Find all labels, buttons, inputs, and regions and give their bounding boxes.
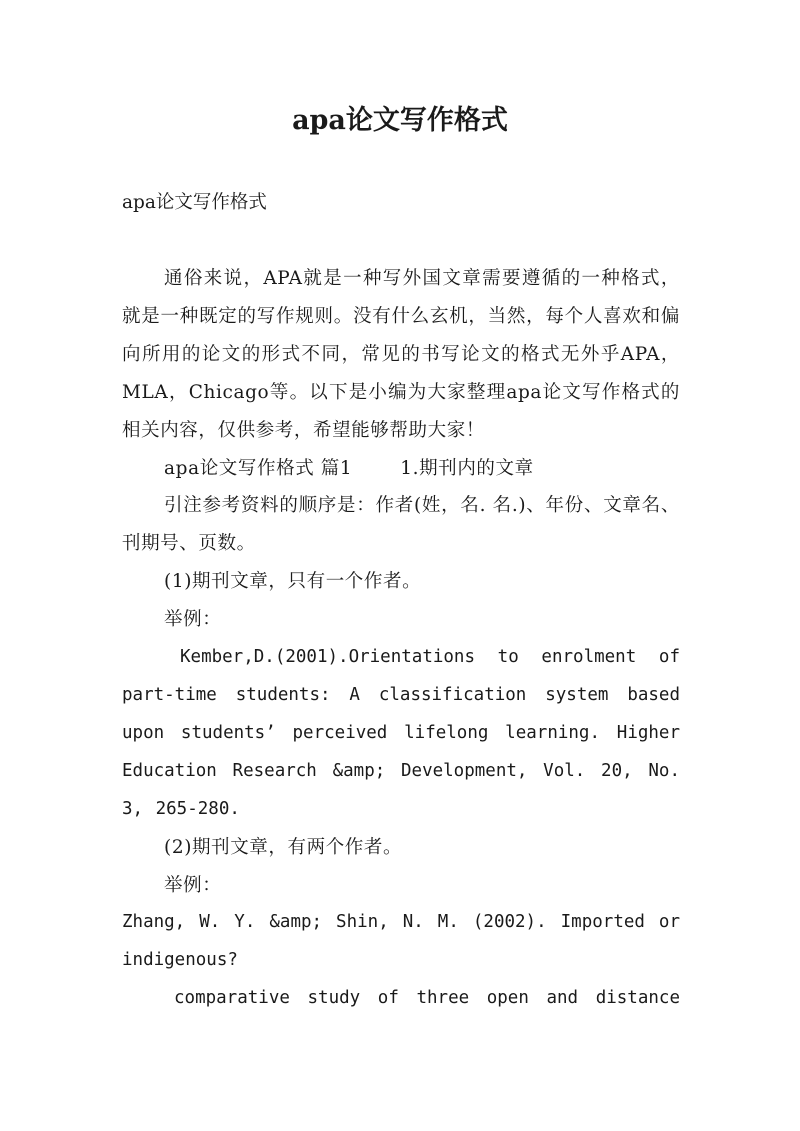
case1-heading: (1)期刊文章，只有一个作者。 [164,571,422,593]
case2-citation: Zhang, W. Y. &amp; Shin, N. M. (2002). Imported or indigenous? [122,912,680,971]
case1-example-label: 举例： [164,609,222,631]
case2-citation-continuation: comparative study of three open and distance [174,988,680,1009]
case2-example-label: 举例： [164,874,222,896]
section-item: 1.期刊内的文章 [400,457,534,479]
case1-citation: Kember,D.(2001).Orientations to enrolment of part-time students: A classification system based upon students’ perceived lifelong learning. Higher Education Research &amp; Development, Vol. 20, No. 3, 265-280. [122,647,680,819]
section-label: apa论文写作格式 篇1 [164,457,353,479]
document-subtitle: apa论文写作格式 [122,192,267,213]
section-heading [122,450,680,488]
intro-paragraph: 通俗来说，APA就是一种写外国文章需要遵循的一种格式，就是一种既定的写作规则。没有什么玄机，当然，每个人喜欢和偏向所用的论文的形式不同，常见的书写论文的格式无外乎APA，MLA，Chicago等。以下是小编为大家整理apa论文写作格式的相关内容，仅供参考，希望能够帮助大家！ [122,268,680,441]
document-body [122,260,680,1018]
order-note-paragraph: 引注参考资料的顺序是：作者(姓，名. 名.)、年份、文章名、刊期号、页数。 [122,495,680,555]
case2-heading: (2)期刊文章，有两个作者。 [164,836,403,858]
document-title: apa论文写作格式 [292,105,508,136]
